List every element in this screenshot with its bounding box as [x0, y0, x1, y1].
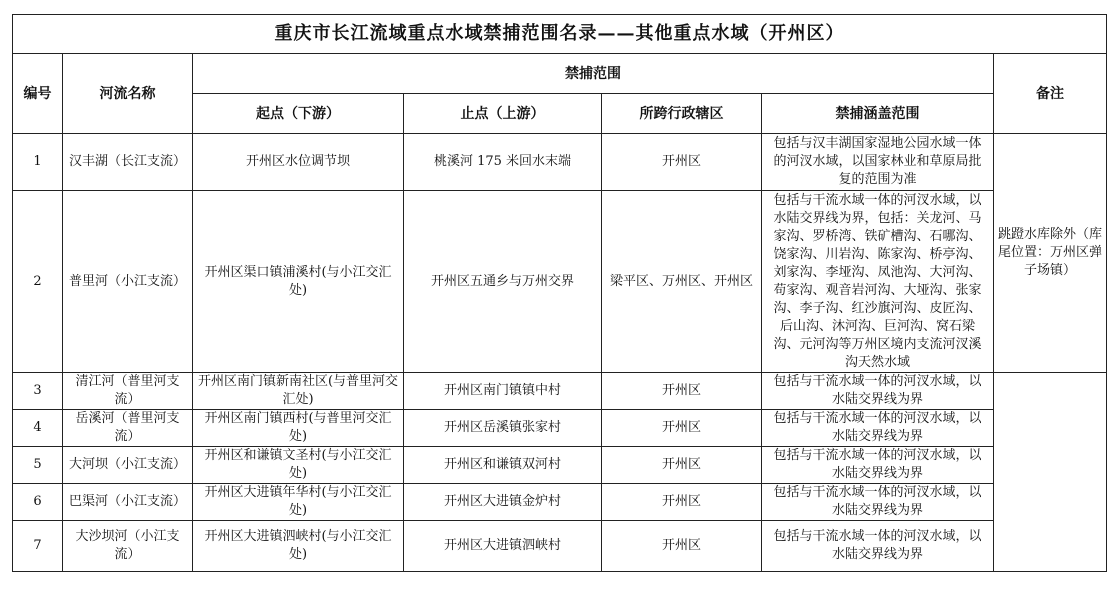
- table-row: [13, 191, 1107, 373]
- cell-coverage: 包括与干流水域一体的河汊水域，以水陆交界线为界: [762, 521, 994, 572]
- cell-start: 开州区大进镇年华村(与小江交汇处): [193, 484, 404, 521]
- cell-coverage: 包括与干流水域一体的河汊水域，以水陆交界线为界，包括：关龙河、马家沟、罗桥湾、铁矿槽沟、石哪沟、饶家沟、川岩沟、陈家沟、桥亭沟、刘家沟、李垭沟、凤池沟、大河沟、苟家沟、观音岩河沟、大垭沟、张家沟、李子沟、红沙旗河沟、皮匠沟、后山沟、沐河沟、巨河沟、窝石梁沟、元河沟等万州区境内支流河汊溪沟天然水域: [762, 191, 994, 373]
- cell-remark: 跳蹬水库除外（库尾位置：万州区弹子场镇）: [994, 134, 1107, 373]
- header-end: 止点（上游）: [404, 94, 602, 134]
- table-row: [13, 447, 1107, 484]
- cell-start: 开州区南门镇新南社区(与普里河交汇处): [193, 373, 404, 410]
- header-no: 编号: [13, 54, 63, 134]
- cell-no: 7: [13, 521, 63, 572]
- cell-no: 2: [13, 191, 63, 373]
- cell-coverage: 包括与干流水域一体的河汊水域，以水陆交界线为界: [762, 410, 994, 447]
- cell-district: 开州区: [602, 447, 762, 484]
- protected-waters-table: [12, 14, 1107, 572]
- cell-coverage: 包括与干流水域一体的河汊水域，以水陆交界线为界: [762, 373, 994, 410]
- cell-district: 开州区: [602, 134, 762, 191]
- table-row: [13, 373, 1107, 410]
- table-row: [13, 484, 1107, 521]
- cell-district: 开州区: [602, 373, 762, 410]
- cell-district: 开州区: [602, 410, 762, 447]
- table-title: 重庆市长江流域重点水域禁捕范围名录——其他重点水域（开州区）: [13, 15, 1107, 54]
- cell-end: 开州区大进镇泗峡村: [404, 521, 602, 572]
- cell-end: 桃溪河 175 米回水末端: [404, 134, 602, 191]
- cell-river: 普里河（小江支流）: [63, 191, 193, 373]
- cell-district: 开州区: [602, 484, 762, 521]
- cell-no: 1: [13, 134, 63, 191]
- cell-district: 梁平区、万州区、开州区: [602, 191, 762, 373]
- cell-river: 岳溪河（普里河支流）: [63, 410, 193, 447]
- header-coverage: 禁捕涵盖范围: [762, 94, 994, 134]
- cell-river: 大河坝（小江支流）: [63, 447, 193, 484]
- cell-end: 开州区岳溪镇张家村: [404, 410, 602, 447]
- cell-end: 开州区和谦镇双河村: [404, 447, 602, 484]
- cell-coverage: 包括与干流水域一体的河汊水域，以水陆交界线为界: [762, 447, 994, 484]
- cell-start: 开州区水位调节坝: [193, 134, 404, 191]
- cell-coverage: 包括与汉丰湖国家湿地公园水域一体的河汊水域，以国家林业和草原局批复的范围为准: [762, 134, 994, 191]
- cell-no: 5: [13, 447, 63, 484]
- cell-start: 开州区渠口镇浦溪村(与小江交汇处): [193, 191, 404, 373]
- table-row: [13, 134, 1107, 191]
- cell-remark-empty: [994, 373, 1107, 572]
- table-row: [13, 521, 1107, 572]
- cell-end: 开州区五通乡与万州交界: [404, 191, 602, 373]
- cell-river: 汉丰湖（长江支流）: [63, 134, 193, 191]
- cell-coverage: 包括与干流水域一体的河汊水域，以水陆交界线为界: [762, 484, 994, 521]
- cell-district: 开州区: [602, 521, 762, 572]
- cell-river: 大沙坝河（小江支流）: [63, 521, 193, 572]
- header-scope: 禁捕范围: [193, 54, 994, 94]
- cell-no: 4: [13, 410, 63, 447]
- cell-river: 巴渠河（小江支流）: [63, 484, 193, 521]
- header-district: 所跨行政辖区: [602, 94, 762, 134]
- header-river: 河流名称: [63, 54, 193, 134]
- cell-start: 开州区大进镇泗峡村(与小江交汇处): [193, 521, 404, 572]
- cell-river: 清江河（普里河支流）: [63, 373, 193, 410]
- cell-end: 开州区大进镇金炉村: [404, 484, 602, 521]
- cell-no: 6: [13, 484, 63, 521]
- cell-no: 3: [13, 373, 63, 410]
- header-start: 起点（下游）: [193, 94, 404, 134]
- table-row: [13, 410, 1107, 447]
- cell-end: 开州区南门镇镇中村: [404, 373, 602, 410]
- cell-start: 开州区南门镇西村(与普里河交汇处): [193, 410, 404, 447]
- cell-start: 开州区和谦镇文圣村(与小江交汇处): [193, 447, 404, 484]
- protected-waters-table-sheet: [12, 14, 1106, 572]
- header-remark: 备注: [994, 54, 1107, 134]
